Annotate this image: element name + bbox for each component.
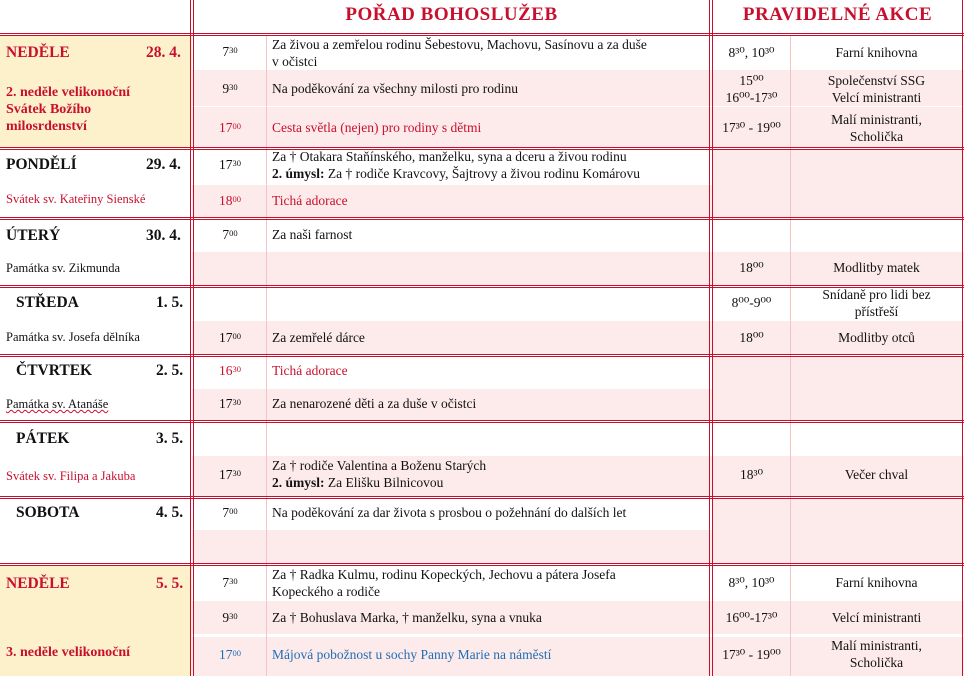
column-divider	[962, 0, 963, 676]
event-name: Společenství SSG	[827, 73, 926, 88]
row-shade	[713, 499, 964, 563]
row-divider	[0, 217, 964, 218]
event-time: 18⁰⁰	[739, 330, 764, 345]
mass-time: $17^{00}$	[219, 330, 241, 345]
row-divider	[0, 496, 964, 497]
event-name: přístřeší	[854, 304, 899, 319]
event-time: 8³⁰, 10³⁰	[728, 45, 775, 60]
row-divider	[0, 219, 964, 220]
event-name: Modlitby otců	[838, 330, 915, 345]
feast-label: 2. neděle velikonoční	[6, 85, 131, 100]
day-date: 29. 4.	[146, 156, 181, 173]
event-name: Farní knihovna	[835, 575, 918, 590]
feast-label: Svátek sv. Filipa a Jakuba	[6, 469, 136, 483]
day-name: PONDĚLÍ	[6, 156, 77, 173]
mass-intention: Za † rodiče Valentina a Boženu Starých	[272, 458, 487, 473]
feast-label: Památka sv. Josefa dělníka	[6, 330, 140, 344]
event-name: Malí ministranti,	[831, 112, 922, 127]
event-name: Scholička	[849, 129, 904, 144]
day-date: 30. 4.	[146, 227, 181, 244]
row-shade	[713, 150, 964, 218]
event-time: 15⁰⁰	[739, 73, 764, 88]
mass-time: $7^{30}$	[222, 44, 238, 59]
mass-intention: Za † Otakara Staňínského, manželku, syna a dceru a živou rodinu	[272, 149, 627, 164]
mass-intention: Na poděkování za dar života s prosbou o požehnání do dalších let	[272, 505, 627, 520]
mass-time: $9^{30}$	[222, 610, 238, 625]
row-divider	[0, 420, 964, 421]
mass-time: $17^{30}$	[219, 467, 241, 482]
event-name: Malí ministranti,	[831, 638, 922, 653]
row-shade	[192, 530, 712, 563]
mass-time: $17^{00}$	[219, 647, 241, 662]
row-shade	[192, 252, 712, 285]
row-shade	[192, 185, 712, 217]
second-intention-label: 2. úmysl:	[272, 475, 325, 490]
day-date: 5. 5.	[156, 575, 184, 592]
event-name: Velcí ministranti	[831, 90, 922, 105]
day-name: PÁTEK	[16, 430, 70, 447]
row-divider	[0, 422, 964, 423]
row-shade	[192, 321, 712, 354]
mass-intention: Za † Bohuslava Marka, † manželku, syna a vnuka	[272, 610, 542, 625]
day-date: 4. 5.	[156, 504, 184, 521]
mass-time: $7^{00}$	[222, 227, 238, 242]
column-divider	[709, 0, 710, 676]
mass-intention: Za naši farnost	[272, 227, 353, 242]
events-header: PRAVIDELNÉ AKCE	[742, 4, 933, 25]
second-intention-label: 2. úmysl:	[272, 166, 325, 181]
day-name: ÚTERÝ	[6, 227, 61, 244]
day-date: 2. 5.	[156, 362, 184, 379]
mass-time: $18^{00}$	[219, 193, 241, 208]
mass-intention: Májová pobožnost u sochy Panny Marie na náměstí	[272, 647, 552, 662]
day-date: 28. 4.	[146, 44, 181, 61]
mass-intention: Za zemřelé dárce	[272, 330, 365, 345]
day-date: 3. 5.	[156, 430, 184, 447]
row-divider	[0, 354, 964, 355]
feast-label: Svátek sv. Kateřiny Sienské	[6, 192, 146, 206]
second-intention-text: Za † rodiče Kravcovy, Šajtrovy a živou rodinu Komárovu	[327, 166, 641, 181]
column-divider	[190, 0, 191, 676]
mass-intention: Za živou a zemřelou rodinu Šebestovu, Machovu, Sasínovu a za duše	[272, 37, 647, 52]
event-time: 18⁰⁰	[739, 260, 764, 275]
second-intention-text: Za Elišku Bilnicovou	[327, 475, 444, 490]
mass-intention: Tichá adorace	[272, 193, 348, 208]
mass-intention: Za nenarozené děti a za duše v očistci	[272, 396, 477, 411]
feast-label: 3. neděle velikonoční	[6, 645, 131, 660]
row-divider	[0, 498, 964, 499]
day-name: NEDĚLE	[6, 575, 70, 592]
day-name: SOBOTA	[16, 504, 80, 521]
event-name: Modlitby matek	[833, 260, 920, 275]
feast-label: Svátek Božího	[6, 102, 92, 117]
event-time: 18³⁰	[740, 467, 763, 482]
mass-time: $16^{30}$	[219, 363, 241, 378]
event-name: Scholička	[849, 655, 904, 670]
event-time: 8³⁰, 10³⁰	[728, 575, 775, 590]
row-divider	[0, 33, 964, 34]
event-name: Snídaně pro lidi bez	[822, 287, 931, 302]
event-name: Velcí ministranti	[831, 610, 922, 625]
event-time: 17³⁰ - 19⁰⁰	[722, 647, 781, 662]
mass-intention: Na poděkování za všechny milosti pro rodinu	[272, 81, 518, 96]
mass-intention: Cesta světla (nejen) pro rodiny s dětmi	[272, 120, 482, 135]
mass-intention: Kopeckého a rodiče	[272, 584, 380, 599]
mass-intention	[272, 165, 640, 182]
mass-time: $7^{30}$	[222, 575, 238, 590]
day-name: ČTVRTEK	[16, 362, 93, 379]
mass-time: $17^{30}$	[219, 157, 241, 172]
day-name: STŘEDA	[16, 294, 79, 311]
row-shade	[713, 357, 964, 420]
feast-label: milosrdenství	[6, 119, 87, 134]
mass-time: $9^{30}$	[222, 81, 238, 96]
event-time: 16⁰⁰-17³⁰	[725, 90, 778, 105]
feast-label: Památka sv. Zikmunda	[6, 261, 121, 275]
event-name: Večer chval	[844, 467, 909, 482]
row-divider	[0, 563, 964, 564]
mass-time: $17^{30}$	[219, 396, 241, 411]
row-divider	[0, 356, 964, 357]
day-name: NEDĚLE	[6, 44, 70, 61]
mass-intention: Tichá adorace	[272, 363, 348, 378]
services-header: POŘAD BOHOSLUŽEB	[345, 4, 558, 25]
event-time: 16⁰⁰-17³⁰	[725, 610, 778, 625]
mass-time: $17^{00}$	[219, 120, 241, 135]
day-date: 1. 5.	[156, 294, 184, 311]
feast-label: Památka sv. Atanáše	[6, 397, 109, 411]
mass-intention: v očistci	[272, 54, 318, 69]
mass-intention	[272, 474, 443, 491]
mass-time: $7^{00}$	[222, 505, 238, 520]
event-time: 8⁰⁰-9⁰⁰	[731, 295, 772, 310]
event-time: 17³⁰ - 19⁰⁰	[722, 120, 781, 135]
mass-intention: Za † Radka Kulmu, rodinu Kopeckých, Jechovu a pátera Josefa	[272, 567, 616, 582]
event-name: Farní knihovna	[835, 45, 918, 60]
